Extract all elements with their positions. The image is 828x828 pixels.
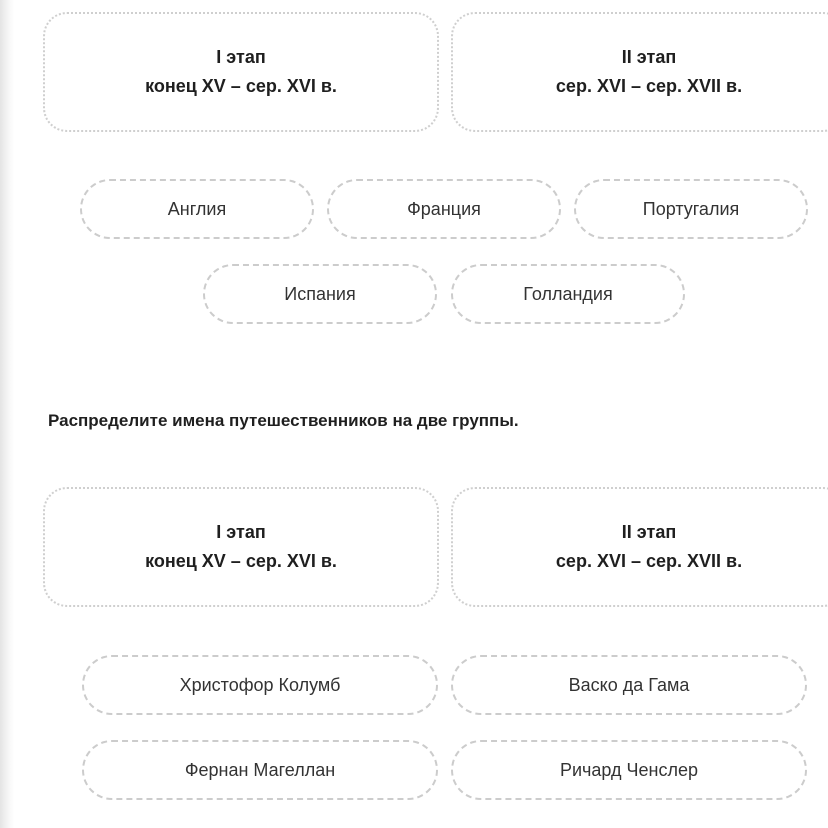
chip-portugalia[interactable]: Португалия xyxy=(574,179,808,239)
drop-zone-stage-2[interactable] xyxy=(451,487,828,607)
task-instruction: Распределите имена путешественников на две группы. xyxy=(48,411,519,430)
drop-zone-period: сер. XVI – сер. XVII в. xyxy=(555,76,743,96)
drop-zone-title: I этап xyxy=(216,522,266,542)
chip-ispania[interactable]: Испания xyxy=(203,264,437,324)
drop-zone-stage-1[interactable] xyxy=(43,487,439,607)
chip-vasco-da-gama[interactable]: Васко да Гама xyxy=(451,655,807,715)
drop-zone-title: II этап xyxy=(621,522,677,542)
drop-zone-title: II этап xyxy=(621,47,677,67)
drop-zone-stage-2[interactable] xyxy=(451,12,828,132)
drop-zone-stage-1[interactable] xyxy=(43,12,439,132)
drop-zone-period: сер. XVI – сер. XVII в. xyxy=(555,551,743,571)
chip-magellan[interactable]: Фернан Магеллан xyxy=(82,740,438,800)
chip-francia[interactable]: Франция xyxy=(327,179,561,239)
chip-chancellor[interactable]: Ричард Ченслер xyxy=(451,740,807,800)
drop-zone-title: I этап xyxy=(216,47,266,67)
page-left-shadow xyxy=(0,0,14,828)
chip-gollandia[interactable]: Голландия xyxy=(451,264,685,324)
chip-columbus[interactable]: Христофор Колумб xyxy=(82,655,438,715)
chip-anglia[interactable]: Англия xyxy=(80,179,314,239)
drop-zone-period: конец XV – сер. XVI в. xyxy=(145,551,337,571)
drop-zone-period: конец XV – сер. XVI в. xyxy=(145,76,337,96)
